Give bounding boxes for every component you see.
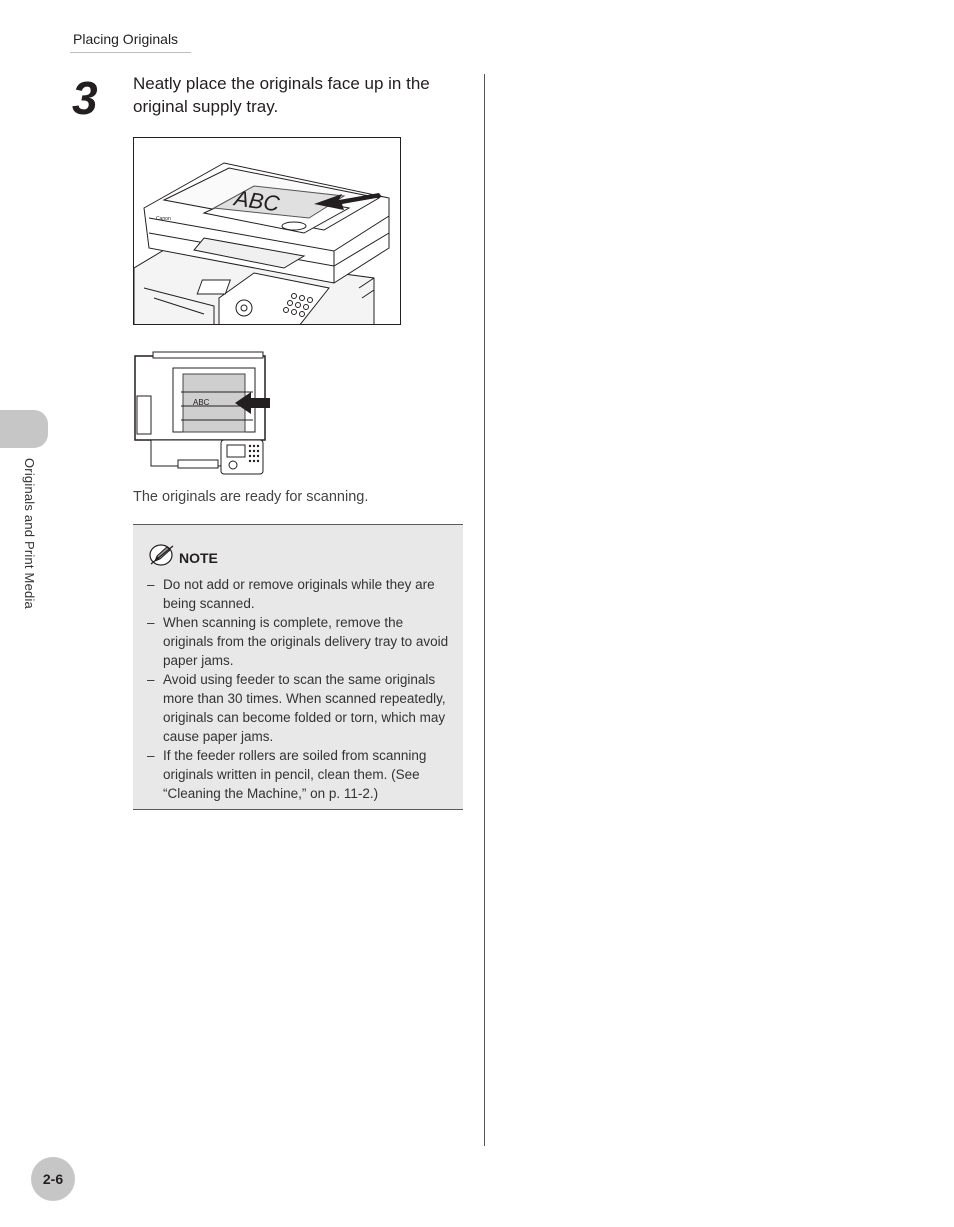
machine-top-view-figure bbox=[133, 348, 273, 478]
chapter-label: Originals and Print Media bbox=[22, 458, 37, 609]
fig1-abc-label: ABC bbox=[232, 185, 282, 217]
pencil-icon bbox=[149, 544, 175, 571]
page-number: 2-6 bbox=[31, 1157, 75, 1201]
chapter-tab bbox=[0, 410, 48, 448]
note-box bbox=[133, 524, 463, 810]
machine-perspective-figure bbox=[133, 137, 401, 325]
fig2-abc-label: ABC bbox=[193, 398, 210, 407]
column-divider bbox=[484, 74, 485, 1146]
note-list bbox=[145, 575, 453, 803]
note-item: – Do not add or remove originals while they are being scanned. bbox=[147, 577, 435, 611]
note-header bbox=[149, 544, 218, 571]
note-item: – Avoid using feeder to scan the same originals more than 30 times. When scanned repeatedly, originals can become folded or torn, which may cause paper jams. bbox=[147, 672, 446, 744]
fig1-brand-label: Canon bbox=[156, 216, 171, 222]
note-title: NOTE bbox=[179, 549, 218, 566]
note-item: – If the feeder rollers are soiled from scanning originals written in pencil, clean them. (See “Cleaning the Machine,” on p. 11-2.) bbox=[147, 748, 427, 801]
step-instruction: Neatly place the originals face up in the original supply tray. bbox=[133, 74, 430, 116]
step-number: 3 bbox=[72, 72, 97, 124]
note-item: – When scanning is complete, remove the originals from the originals delivery tray to avoid paper jams. bbox=[147, 615, 449, 668]
result-text: The originals are ready for scanning. bbox=[133, 489, 369, 505]
section-header: Placing Originals bbox=[70, 30, 191, 53]
